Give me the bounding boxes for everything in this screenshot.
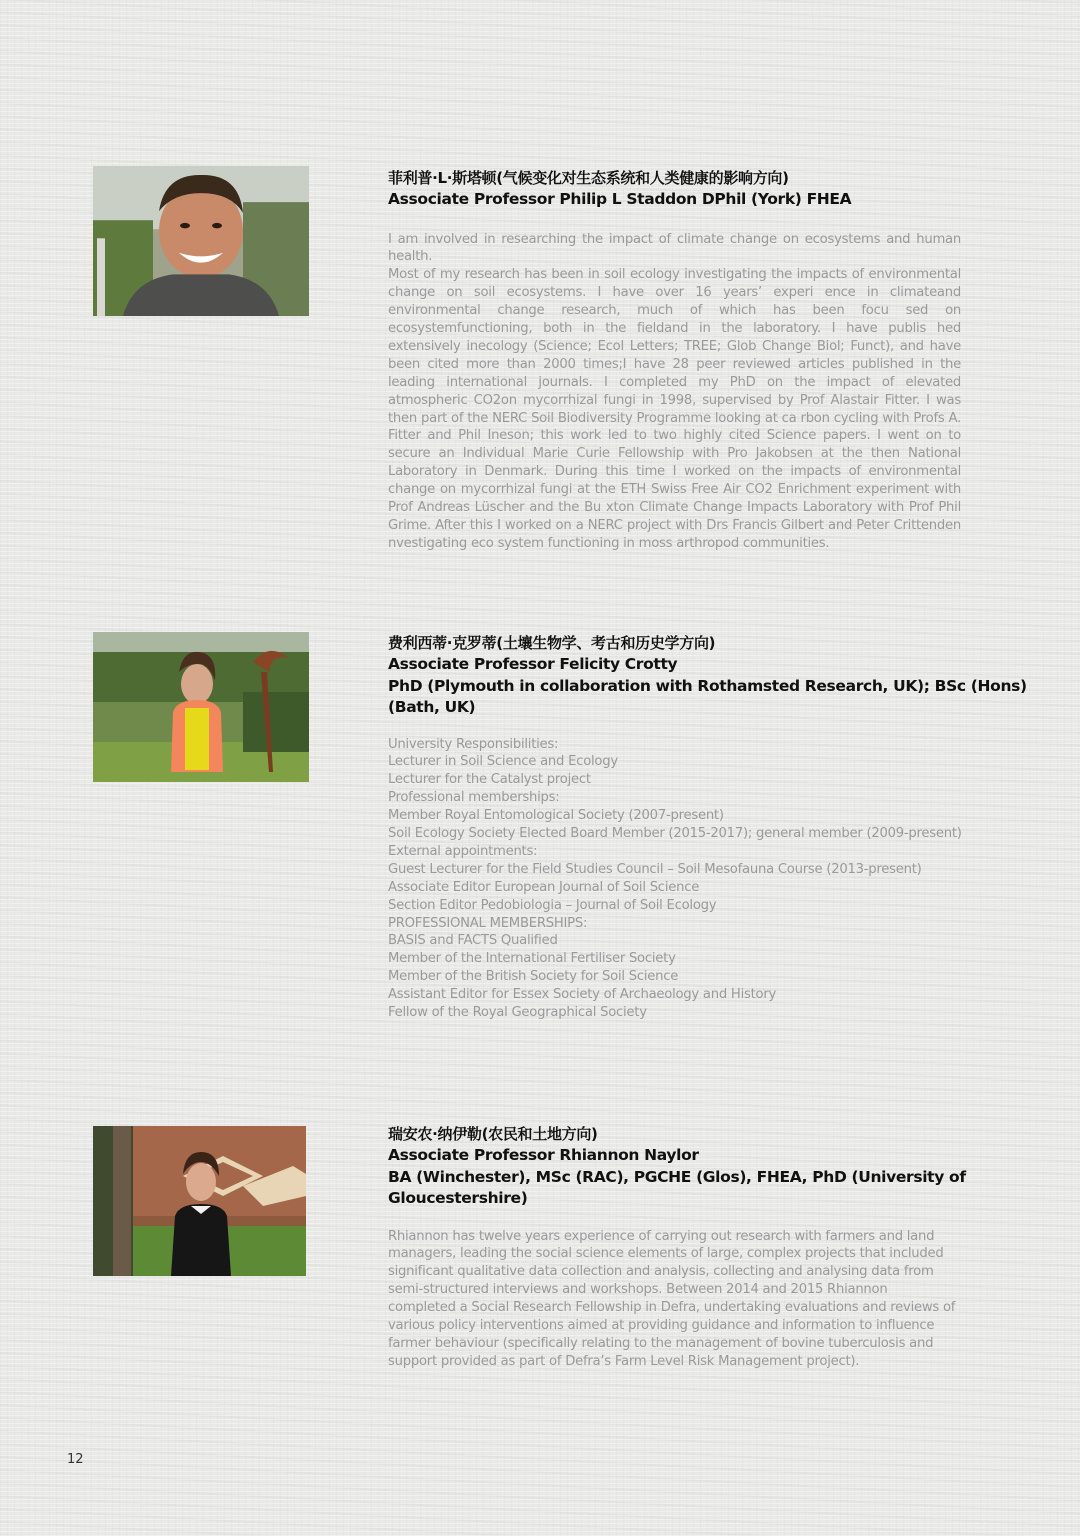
list-line: University Responsibilities: — [388, 736, 559, 752]
bio-line: various policy interventions aimed at providing guidance and information to influence — [388, 1318, 935, 1334]
profile-text — [388, 633, 1027, 1022]
list-line: Lecturer for the Catalyst project — [388, 772, 591, 788]
list-line: Member Royal Entomological Society (2007-present) — [388, 808, 724, 824]
professor-title: Associate Professor Rhiannon Naylor — [388, 1146, 699, 1164]
professor-qualifications: BA (Winchester), MSc (RAC), PGCHE (Glos), FHEA, PhD (University of — [388, 1167, 966, 1186]
page-number: 12 — [67, 1452, 84, 1467]
list-line: External appointments: — [388, 843, 538, 859]
list-line: Section Editor Pedobiologia – Journal of Soil Ecology — [388, 897, 717, 913]
chinese-name: 费利西蒂·克罗蒂(土壤生物学、考古和历史学方向) — [388, 634, 716, 652]
bio-line: significant qualitative data collection and analysis, collecting and analysing data from — [388, 1264, 934, 1280]
list-line: Fellow of the Royal Geographical Society — [388, 1005, 647, 1021]
chinese-name: 菲利普·L·斯塔顿(气候变化对生态系统和人类健康的影响方向) — [388, 169, 789, 187]
list-line: Member of the International Fertiliser Society — [388, 951, 676, 967]
professor-qualifications: (Bath, UK) — [388, 698, 476, 716]
chinese-name: 瑞安农·纳伊勒(农民和土地方向) — [388, 1125, 598, 1143]
list-line: Assistant Editor for Essex Society of Archaeology and History — [388, 987, 777, 1003]
professor-title: Associate Professor Philip L Staddon DPhil (York) FHEA — [388, 190, 852, 208]
bio-line: support provided as part of Defra’s Farm Level Risk Management project). — [388, 1353, 860, 1369]
list-line: BASIS and FACTS Qualified — [388, 933, 558, 949]
portrait-photo — [93, 632, 309, 782]
list-line: Professional memberships: — [388, 790, 560, 806]
professor-qualifications: Gloucestershire) — [388, 1189, 528, 1207]
list-line: Member of the British Society for Soil Science — [388, 969, 679, 985]
list-line: Lecturer in Soil Science and Ecology — [388, 754, 618, 770]
bio-paragraph — [388, 1228, 968, 1371]
professor-qualifications: PhD (Plymouth in collaboration with Rothamsted Research, UK); BSc (Hons) — [388, 676, 1027, 695]
bio-line: semi-structured interviews and workshops. Between 2014 and 2015 Rhiannon — [388, 1282, 888, 1298]
list-line: Associate Editor European Journal of Soil Science — [388, 879, 700, 895]
bio-paragraph: I am involved in researching the impact of climate change on ecosystems and human health. — [388, 231, 961, 265]
portrait-illustration — [93, 1126, 306, 1276]
list-line: Soil Ecology Society Elected Board Member (2015-2017); general member (2009-present) — [388, 826, 962, 842]
portrait-photo — [93, 166, 309, 316]
portrait-illustration — [93, 632, 309, 782]
portrait-illustration — [93, 166, 309, 316]
bio-line: completed a Social Research Fellowship in Defra, undertaking evaluations and reviews of — [388, 1300, 956, 1316]
bio-line: managers, leading the social science elements of large, complex projects that included — [388, 1246, 944, 1262]
responsibilities-list — [388, 736, 968, 1023]
bio-line: Rhiannon has twelve years experience of carrying out research with farmers and land — [388, 1228, 935, 1244]
portrait-photo — [93, 1126, 306, 1276]
professor-title: Associate Professor Felicity Crotty — [388, 655, 678, 673]
bio-paragraph: Most of my research has been in soil ecology investigating the impacts of environmental change on soil ecosystems. I have over 16 years’ experi ence in climateand environmental change research, much of which has been focu sed on ecosystemfunctioning, both in the fieldand in the laboratory. I have publis hed extensively inecology (Science; Ecol Letters; TREE; Glob Change Biol; Funct), and have been cited more than 2000 times;I have 28 peer reviewed articles published in the leading international journals. I completed my PhD on the impact of elevated atmospheric CO2on mycorrhizal fungi in 1998, supervised by Prof Alastair Fitter. I was then part of the NERC Soil Biodiversity Programme looking at ca rbon cycling with Profs A. Fitter and Phil Ineson; this work led to two highly cited Science papers. I went on to secure an Individual Marie Curie Fellowship with Pro Jakobsen at the then National Laboratory in Denmark. During this time I worked on the impacts of environmental change on mycorrhizal fungi at the ETH Swiss Free Air CO2 Enrichment experiment with Prof Andreas Lüscher and the Bu xton Climate Change Impacts Laboratory with Prof Phil Grime. After this I worked on a NERC project with Drs Francis Gilbert and Peter Crittenden nvestigating eco system functioning in moss arthropod communities. — [388, 267, 961, 551]
bio-line: farmer behaviour (specifically relating to the management of bovine tuberculosis and — [388, 1335, 934, 1351]
list-line: Guest Lecturer for the Field Studies Council – Soil Mesofauna Course (2013-present) — [388, 861, 922, 877]
profile-text — [388, 168, 968, 553]
profile-text — [388, 1124, 968, 1371]
list-line: PROFESSIONAL MEMBERSHIPS: — [388, 915, 588, 931]
